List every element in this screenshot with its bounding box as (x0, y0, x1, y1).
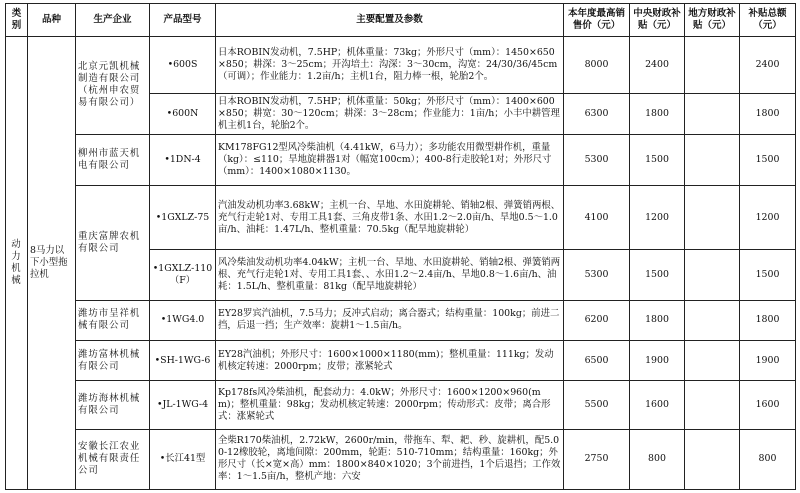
price-cell: 6200 (564, 300, 630, 340)
header-local-subsidy: 地方财政补贴（元） (685, 4, 740, 37)
price-cell: 5300 (564, 250, 630, 300)
central-subsidy-cell: 1200 (630, 185, 685, 249)
header-category: 类别 (6, 4, 28, 37)
config-cell: 汽油发动机功率3.68kW；主机一台、旱地、水田旋耕轮、销轴2根、弹簧销两根、充气行走轮1对、专用工具1套、三角皮带1条、水田1.2～2.0亩/h、旱地0.5～1.0亩/h、油耗：1.47L/h、整机重量：70.5kg（配旱地旋耕轮） (216, 185, 564, 249)
price-cell: 4100 (564, 185, 630, 249)
table-row (6, 300, 796, 340)
model-cell: •600S (150, 37, 216, 94)
central-subsidy-cell: 1600 (630, 381, 685, 429)
model-cell: •1GXLZ-110（F） (150, 250, 216, 300)
table-row (6, 381, 796, 429)
config-cell: 全柴R170柴油机，2.72kW，2600r/min，带拖车、犁、耙、秒、旋耕机，配5.00-12橡胶轮，离地间隙：200mm，轮距：510-710mm；结构重量：160kg；外形尺寸（长×宽×高）mm：1800×840×1020；3个前进挡，1个后退挡；工作效率：1～1.5亩/h，整机产地：六安 (216, 429, 564, 489)
header-max-price: 本年度最高销售价（元） (564, 4, 630, 37)
total-subsidy-cell: 1900 (740, 340, 796, 380)
local-subsidy-cell (685, 37, 740, 94)
model-cell: •600N (150, 94, 216, 134)
manufacturer-cell: 潍坊海林机械有限公司 (76, 381, 150, 429)
price-cell: 8000 (564, 37, 630, 94)
central-subsidy-cell: 1500 (630, 134, 685, 185)
table-row (6, 37, 796, 94)
category-cell: 动力机械 (6, 37, 28, 490)
local-subsidy-cell (685, 94, 740, 134)
total-subsidy-cell: 1500 (740, 250, 796, 300)
local-subsidy-cell (685, 340, 740, 380)
table-row (6, 134, 796, 185)
manufacturer-cell: 北京元凯机械制造有限公司（杭州申农贸易有限公司） (76, 37, 150, 135)
model-cell: •1GXLZ-75 (150, 185, 216, 249)
config-cell: KM178FG12型风冷柴油机（4.41kW，6马力）；多功能农用微型耕作机，重量（kg）：≤110；旱地旋耕器1对（幅宽100cm）；400-8行走胶轮1对；外形尺寸（mm）：1400×1080×1130。 (216, 134, 564, 185)
total-subsidy-cell: 1800 (740, 94, 796, 134)
config-cell: EY28罗宾汽油机，7.5马力；反冲式启动；离合器式；结构重量：100kg；前进二挡，后退一挡；生产效率：旋耕1～1.5亩/h。 (216, 300, 564, 340)
table-row (6, 185, 796, 249)
config-cell: EY28汽油机；外形尺寸：1600×1000×1180(mm)；整机重量：111kg；发动机核定转速：2000rpm；皮带；涨紧轮式 (216, 340, 564, 380)
price-cell: 5500 (564, 381, 630, 429)
central-subsidy-cell: 800 (630, 429, 685, 489)
model-cell: •长江41型 (150, 429, 216, 489)
manufacturer-cell: 潍坊富林机械有限公司 (76, 340, 150, 380)
total-subsidy-cell: 1500 (740, 134, 796, 185)
manufacturer-cell: 重庆富牌农机有限公司 (76, 185, 150, 300)
config-cell: 风冷柴油发动机功率4.04kW；主机一台、旱地、水田旋耕轮、销轴2根、弹簧销两根、充气行走轮1对、专用工具1套、、水田1.2～2.4亩/h、旱地0.8～1.6亩/h、油耗：1.5L/h、整机重量：81kg（配旱地旋耕轮） (216, 250, 564, 300)
header-total-subsidy: 补贴总额（元） (740, 4, 796, 37)
subsidy-table (5, 3, 796, 490)
total-subsidy-cell: 1200 (740, 185, 796, 249)
local-subsidy-cell (685, 429, 740, 489)
total-subsidy-cell: 1800 (740, 300, 796, 340)
table-row (6, 340, 796, 380)
header-manufacturer: 生产企业 (76, 4, 150, 37)
local-subsidy-cell (685, 381, 740, 429)
table-row (6, 429, 796, 489)
model-cell: •JL-1WG-4 (150, 381, 216, 429)
variety-cell: 8马力以下小型拖拉机 (28, 37, 76, 490)
config-cell: 日本ROBIN发动机，7.5HP；机体重量：73kg；外形尺寸（mm）：1450×650×850；耕深：3～25cm；开沟培土：沟深：3～30cm，沟宽：24/30/36/45cm（可调）；作业能力：1.2亩/h；主机1台，阻力棒一根，轮胎2个。 (216, 37, 564, 94)
central-subsidy-cell: 1500 (630, 250, 685, 300)
local-subsidy-cell (685, 134, 740, 185)
manufacturer-cell: 柳州市蓝天机电有限公司 (76, 134, 150, 185)
model-cell: •SH-1WG-6 (150, 340, 216, 380)
header-row (6, 4, 796, 37)
total-subsidy-cell: 1600 (740, 381, 796, 429)
local-subsidy-cell (685, 300, 740, 340)
central-subsidy-cell: 2400 (630, 37, 685, 94)
central-subsidy-cell: 1900 (630, 340, 685, 380)
header-model: 产品型号 (150, 4, 216, 37)
price-cell: 5300 (564, 134, 630, 185)
price-cell: 6300 (564, 94, 630, 134)
config-cell: Kp178fs风冷柴油机，配套动力：4.0kW；外形尺寸：1600×1200×960(mm)；整机重量：98kg；发动机核定转速：2000rpm；传动形式：皮带；离合形式：涨紧轮式 (216, 381, 564, 429)
model-cell: •1DN-4 (150, 134, 216, 185)
header-central-subsidy: 中央财政补贴（元） (630, 4, 685, 37)
central-subsidy-cell: 1800 (630, 300, 685, 340)
manufacturer-cell: 安徽长江农业机械有限责任公司 (76, 429, 150, 489)
model-cell: •1WG4.0 (150, 300, 216, 340)
local-subsidy-cell (685, 185, 740, 249)
central-subsidy-cell: 1800 (630, 94, 685, 134)
price-cell: 2750 (564, 429, 630, 489)
header-config: 主要配置及参数 (216, 4, 564, 37)
price-cell: 6500 (564, 340, 630, 380)
header-variety: 品种 (28, 4, 76, 37)
total-subsidy-cell: 800 (740, 429, 796, 489)
manufacturer-cell: 潍坊市呈祥机械有限公司 (76, 300, 150, 340)
config-cell: 日本ROBIN发动机，7.5HP；机体重量：50kg；外形尺寸（mm）：1400×600×850；耕宽：30～120cm；耕深：3～28cm；作业能力：1亩/h；小丰中耕管理机主机1台，轮胎2个。 (216, 94, 564, 134)
local-subsidy-cell (685, 250, 740, 300)
total-subsidy-cell: 2400 (740, 37, 796, 94)
